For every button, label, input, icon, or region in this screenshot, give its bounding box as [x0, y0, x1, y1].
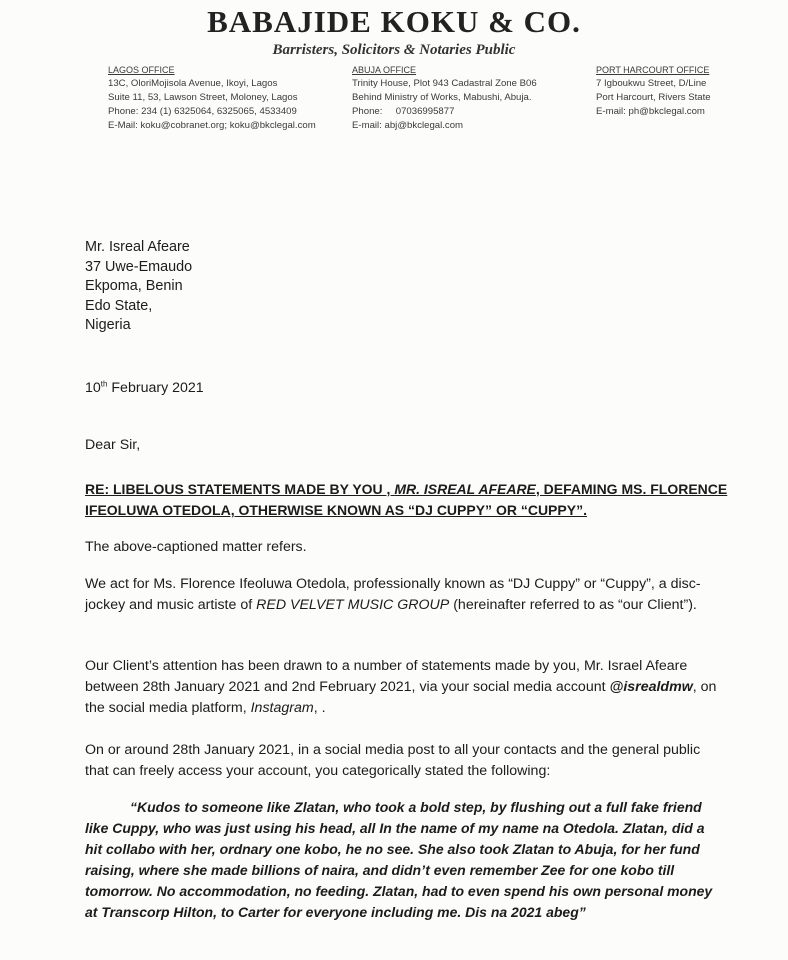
- office-line: Suite 11, 53, Lawson Street, Moloney, Lagos: [108, 92, 298, 103]
- lagos-office: [108, 63, 316, 133]
- port-harcourt-office: [596, 63, 711, 119]
- salutation: Dear Sir,: [85, 437, 141, 453]
- address-line: Edo State,: [85, 297, 153, 314]
- office-line: 7 Igboukwu Street, D/Line: [596, 78, 707, 89]
- date-rest: February 2021: [107, 380, 204, 396]
- paragraph-2: [85, 574, 725, 616]
- paragraph-text: (hereinafter referred to as “our Client”).: [449, 597, 697, 613]
- recipient-address: [85, 238, 725, 336]
- date-day: 10: [85, 380, 101, 396]
- subject-line: [85, 479, 735, 521]
- office-name: PORT HARCOURT OFFICE: [596, 65, 710, 75]
- office-line: E-mail: abj@bkclegal.com: [352, 120, 464, 131]
- firm-subtitle: Barristers, Solicitors & Notaries Public: [272, 42, 516, 58]
- paragraph-1: The above-captioned matter refers.: [85, 539, 307, 555]
- quoted-statement: “Kudos to someone like Zlatan, who took a bold step, by flushing out a full fake friend like Cuppy, who was just using his head, all In the name of my name na Otedola. Zlatan, did a hit collabo with her, ordnary one kobo, he no see. She also took Zlatan to Abuja, for her fund raising, where she made billions of naira, and didn’t even remember Zee for one kobo till tomorrow. No accommodation, no feeding. Zlatan, had to even spend his own personal money at Transcorp Hilton, to Carter for everyone including me. Dis na 2021 abeg”: [85, 799, 713, 920]
- office-line: Behind Ministry of Works, Mabushi, Abuja.: [352, 92, 532, 103]
- office-line: Phone: 234 (1) 6325064, 6325065, 4533409: [108, 106, 297, 117]
- office-line: Phone: 07036995877: [352, 106, 455, 117]
- subject-part: , DEFAMING MS. FLORENCE IFEOLUWA OTEDOLA, OTHERWISE KNOWN AS “DJ CUPPY” OR “CUPPY”.: [85, 481, 728, 518]
- paragraph-4: On or around 28th January 2021, in a social media post to all your contacts and the general public that can freely access your account, you categorically stated the following:: [85, 742, 701, 779]
- office-line: 13C, OloriMojisola Avenue, Ikoyi, Lagos: [108, 78, 278, 89]
- address-line: 37 Uwe-Emaudo: [85, 258, 193, 275]
- office-name: ABUJA OFFICE: [352, 65, 417, 75]
- firm-name: BABAJIDE KOKU & CO.: [207, 4, 581, 39]
- subject-part: RE: LIBELOUS STATEMENTS MADE BY YOU ,: [85, 481, 395, 497]
- office-line: E-Mail: koku@cobranet.org; koku@bkclegal.com: [108, 120, 316, 131]
- office-name: LAGOS OFFICE: [108, 65, 175, 75]
- office-line: Port Harcourt, Rivers State: [596, 92, 711, 103]
- paragraph-text: , on the social media platform,: [85, 679, 717, 716]
- subject-recipient: MR. ISREAL AFEARE: [394, 481, 536, 497]
- paragraph-3: [85, 656, 725, 719]
- paragraph-text: We act for Ms. Florence Ifeoluwa Otedola, professionally known as “DJ Cuppy” or “Cuppy”, a disc-jockey and music artiste of: [85, 576, 701, 613]
- letter-date: [85, 378, 725, 399]
- address-line: Nigeria: [85, 317, 131, 333]
- address-line: Ekpoma, Benin: [85, 278, 183, 294]
- label-name: RED VELVET MUSIC GROUP: [256, 597, 450, 613]
- paragraph-text: , .: [313, 700, 326, 716]
- office-line: E-mail: ph@bkclegal.com: [596, 106, 705, 117]
- social-handle: @isrealdmw: [609, 679, 693, 695]
- platform-name: Instagram: [250, 700, 314, 716]
- abuja-office: [352, 63, 537, 133]
- recipient-name: Mr. Isreal Afeare: [85, 239, 190, 255]
- date-suffix: th: [100, 379, 108, 389]
- office-line: Trinity House, Plot 943 Cadastral Zone B06: [352, 78, 537, 89]
- paragraph-text: Our Client’s attention has been drawn to a number of statements made by you, Mr. Israel Afeare between 28th January 2021 and 2nd February 2021, via your social media account: [85, 658, 688, 695]
